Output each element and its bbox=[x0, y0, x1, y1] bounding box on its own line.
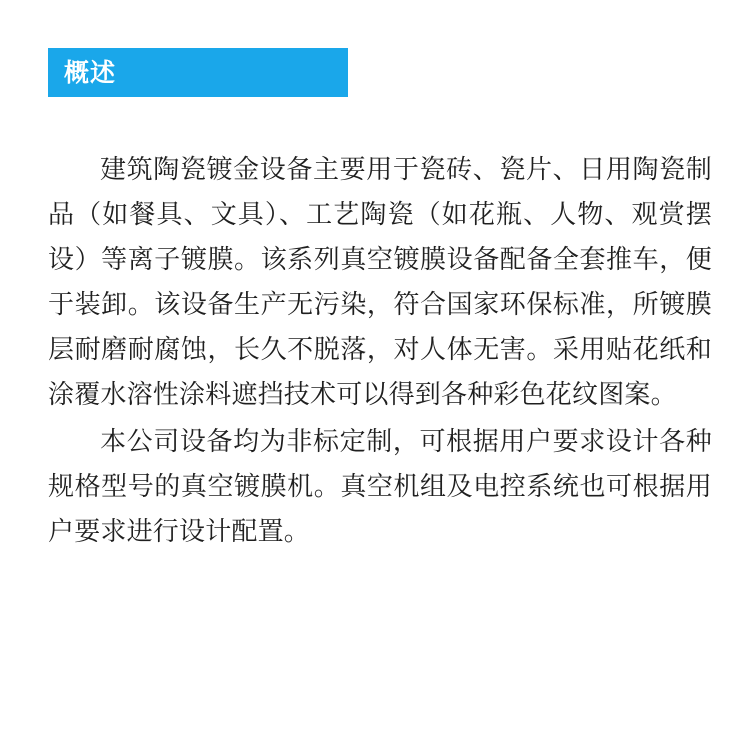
paragraph-product-description: 建筑陶瓷镀金设备主要用于瓷砖、瓷片、日用陶瓷制品（如餐具、文具）、工艺陶瓷（如花瓶、人物、观赏摆设）等离子镀膜。该系列真空镀膜设备配备全套推车，便于装卸。该设备生产无污染，符合国家环保标准，所镀膜层耐磨耐腐蚀，长久不脱落，对人体无害。采用贴花纸和涂覆水溶性涂料遮挡技术可以得到各种彩色花纹图案。 bbox=[48, 155, 712, 410]
paragraph-customization: 本公司设备均为非标定制，可根据用户要求设计各种规格型号的真空镀膜机。真空机组及电控系统也可根据用户要求进行设计配置。 bbox=[48, 427, 712, 547]
overview-content bbox=[48, 148, 712, 555]
section-header bbox=[48, 48, 348, 97]
section-title: 概述 bbox=[64, 58, 117, 87]
